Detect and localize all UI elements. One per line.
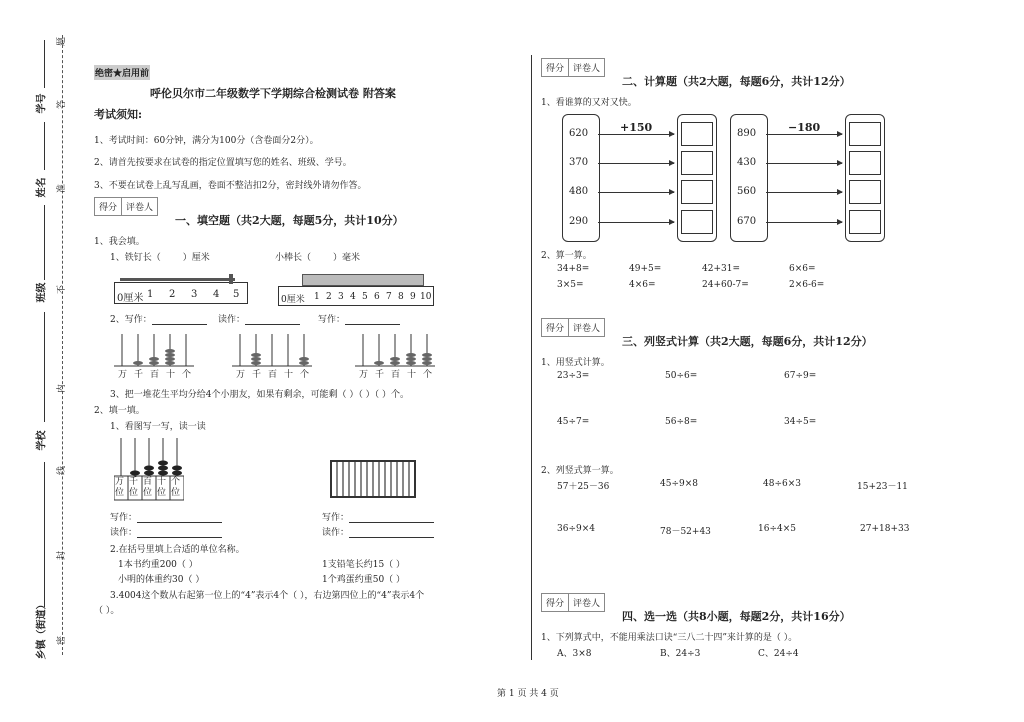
arrow	[766, 163, 842, 164]
arrow	[598, 134, 674, 135]
ruler-tick-label: 6	[374, 292, 380, 302]
ruler-tick-label: 0厘米	[281, 295, 305, 305]
ruler-tick-label: 9	[410, 292, 416, 302]
option[interactable]: A、3×8	[557, 649, 592, 659]
number: 670	[737, 216, 757, 227]
calc-item: 49+5=	[629, 264, 662, 274]
ruler-tick-label: 10	[420, 292, 432, 302]
question-part: 小棒长（ ）毫米	[275, 253, 361, 263]
answer-box[interactable]	[849, 210, 881, 234]
number: 370	[569, 157, 589, 168]
fill-line	[44, 205, 45, 280]
ruler-tick-label: 1	[314, 292, 320, 302]
answer-box[interactable]	[681, 151, 713, 175]
operator-label: +150	[620, 121, 653, 134]
question-part: 3.4004这个数从右起第一位上的“4”表示4个（ ），右边第四位上的“4”表示4个	[110, 591, 425, 601]
question-part: 2.在括号里填上合适的单位名称。	[110, 545, 245, 555]
calc-item: 23÷3=	[557, 371, 590, 381]
seal-line	[62, 35, 63, 655]
ruler-tick-label: 5	[233, 289, 240, 300]
ruler-tick-label: 7	[386, 292, 392, 302]
calc-item: 78－52+43	[660, 527, 711, 537]
nail-head	[229, 274, 233, 284]
calc-item: 16÷4×5	[758, 524, 796, 534]
binding-char: 不	[57, 284, 68, 295]
ruler-tick-label: 1	[147, 289, 154, 300]
ruler-millimeter	[278, 286, 434, 306]
answer-box[interactable]	[681, 180, 713, 204]
unit-item: 1支铅笔长约15（ ）	[322, 560, 406, 570]
name-label: 姓名	[36, 177, 48, 198]
abacus: 万 千 百 十 个	[355, 334, 435, 376]
column-divider	[531, 55, 532, 660]
calc-item: 3×5=	[557, 280, 584, 290]
secret-label: 绝密★启用前	[94, 65, 150, 80]
binding-char: 内	[57, 383, 68, 394]
number: 890	[737, 128, 757, 139]
write-prompt: 写作：	[322, 510, 434, 523]
ruler-tick-label: 2	[169, 289, 176, 300]
calc-item: 45÷9×8	[660, 479, 698, 489]
student-id-label: 学号	[36, 93, 48, 114]
school-label: 学校	[36, 430, 48, 451]
answer-box[interactable]	[849, 180, 881, 204]
number: 560	[737, 186, 757, 197]
nail-shape	[120, 278, 235, 281]
calc-item: 50÷6=	[665, 371, 698, 381]
question: 1、下列算式中，不能用乘法口诀“三八二十四”来计算的是（ ）。	[541, 633, 798, 643]
fill-line	[44, 122, 45, 170]
calc-item: 4×6=	[629, 280, 656, 290]
calc-item: 56÷8=	[665, 417, 698, 427]
unit-item: 1本书约重200（ ）	[118, 560, 198, 570]
stick-shape	[302, 274, 424, 286]
fill-line	[44, 312, 45, 422]
arrow	[766, 222, 842, 223]
calc-item: 67÷9=	[784, 371, 817, 381]
counting-frame-image	[330, 460, 416, 498]
calc-item: 42+31=	[702, 264, 740, 274]
question: 1、看谁算的又对又快。	[541, 98, 637, 108]
ruler-tick-label: 8	[398, 292, 404, 302]
calc-item: 34+8=	[557, 264, 590, 274]
answer-box[interactable]	[681, 122, 713, 146]
fill-line	[44, 40, 45, 88]
arrow	[766, 192, 842, 193]
section3-title: 三、列竖式计算（共2大题，每题6分，共计12分）	[622, 335, 873, 348]
score-box: 得分 评卷人	[541, 318, 605, 337]
answer-box[interactable]	[849, 151, 881, 175]
number: 290	[569, 216, 589, 227]
question-part: 3、把一堆花生平均分给4个小朋友，如果有剩余，可能剩（ ）（ ）（ ）个。	[110, 390, 410, 400]
question-part: 1、看图写一写，读一读	[110, 422, 206, 432]
abacus: 万 千 百 十 个	[232, 334, 312, 376]
question: 1、我会填。	[94, 237, 145, 247]
binding-char: 答	[57, 99, 68, 110]
option[interactable]: C、24÷4	[758, 649, 799, 659]
number: 620	[569, 128, 589, 139]
binding-char: 封	[57, 550, 68, 561]
calc-item: 15+23－11	[857, 482, 908, 492]
arrow	[598, 163, 674, 164]
calc-item: 57＋25－36	[557, 482, 610, 492]
calc-item: 2×6-6=	[789, 280, 825, 290]
calc-item: 48÷6×3	[763, 479, 801, 489]
write-prompt: 写作：	[318, 312, 400, 325]
question-part: 1、铁钉长（ ）厘米	[110, 253, 210, 263]
answer-box[interactable]	[681, 210, 713, 234]
ruler-centimeter	[114, 282, 248, 304]
fill-line	[44, 462, 45, 607]
question: 2、填一填。	[94, 406, 145, 416]
place-value-abacus: 万位 千位 百位 十位 个位	[114, 438, 184, 502]
operator-label: −180	[788, 121, 821, 134]
unit-item: 小明的体重约30（ ）	[118, 575, 205, 585]
ruler-tick-label: 3	[338, 292, 344, 302]
score-box	[94, 197, 158, 216]
read-prompt: 读作：	[322, 525, 434, 538]
ruler-tick-label: 4	[350, 292, 356, 302]
binding-char: 密	[57, 635, 68, 646]
section4-title: 四、选一选（共8小题，每题2分，共计16分）	[622, 610, 851, 623]
binding-char: 准	[57, 183, 68, 194]
unit-item: 1个鸡蛋约重50（ ）	[322, 575, 406, 585]
calc-item: 36÷9×4	[557, 524, 595, 534]
read-prompt: 读作：	[110, 525, 222, 538]
ruler-tick-label: 5	[362, 292, 368, 302]
number: 480	[569, 186, 589, 197]
score-box: 得分 评卷人	[541, 58, 605, 77]
grader-label: 评卷人	[126, 203, 154, 213]
calc-item: 24+60-7=	[702, 280, 749, 290]
ruler-tick-label: 0厘米	[117, 293, 144, 304]
notice-item: 3、不要在试卷上乱写乱画，卷面不整洁扣2分，密封线外请勿作答。	[94, 181, 367, 191]
arrow	[598, 192, 674, 193]
calc-item: 6×6=	[789, 264, 816, 274]
section2-title: 二、计算题（共2大题，每题6分，共计12分）	[622, 75, 851, 88]
write-prompt: 2、写作：	[110, 312, 207, 325]
section1-title: 一、填空题（共2大题，每题5分，共计10分）	[175, 214, 404, 227]
score-box: 得分 评卷人	[541, 593, 605, 612]
calc-item: 45÷7=	[557, 417, 590, 427]
question-part: （ ）。	[94, 606, 120, 616]
option[interactable]: B、24÷3	[660, 649, 701, 659]
binding-char: 题	[57, 36, 68, 47]
ruler-tick-label: 2	[326, 292, 332, 302]
answer-box[interactable]	[849, 122, 881, 146]
page-title: 呼伦贝尔市二年级数学下学期综合检测试卷 附答案	[150, 87, 396, 100]
notice-item: 1、考试时间：60分钟，满分为100分（含卷面分2分）。	[94, 136, 319, 146]
number: 430	[737, 157, 757, 168]
arrow	[766, 134, 842, 135]
arrow	[598, 222, 674, 223]
calc-item: 27+18+33	[860, 524, 910, 534]
ruler-tick-label: 3	[191, 289, 198, 300]
question: 1、用竖式计算。	[541, 358, 610, 368]
notice-item: 2、请首先按要求在试卷的指定位置填写您的姓名、班级、学号。	[94, 158, 352, 168]
score-label: 得分	[95, 198, 122, 215]
calc-item: 34÷5=	[784, 417, 817, 427]
write-prompt: 写作：	[110, 510, 222, 523]
question: 2、算一算。	[541, 251, 592, 261]
page-number: 第 1 页 共 4 页	[497, 689, 559, 699]
notice-title: 考试须知:	[94, 108, 143, 121]
abacus: 万 千 百 十 个	[114, 334, 194, 376]
read-prompt: 读作：	[218, 312, 300, 325]
question: 2、列竖式算一算。	[541, 466, 619, 476]
township-label: 乡镇（街道）	[36, 599, 48, 660]
binding-char: 线	[57, 465, 68, 476]
ruler-tick-label: 4	[213, 289, 220, 300]
class-label: 班级	[36, 282, 48, 303]
